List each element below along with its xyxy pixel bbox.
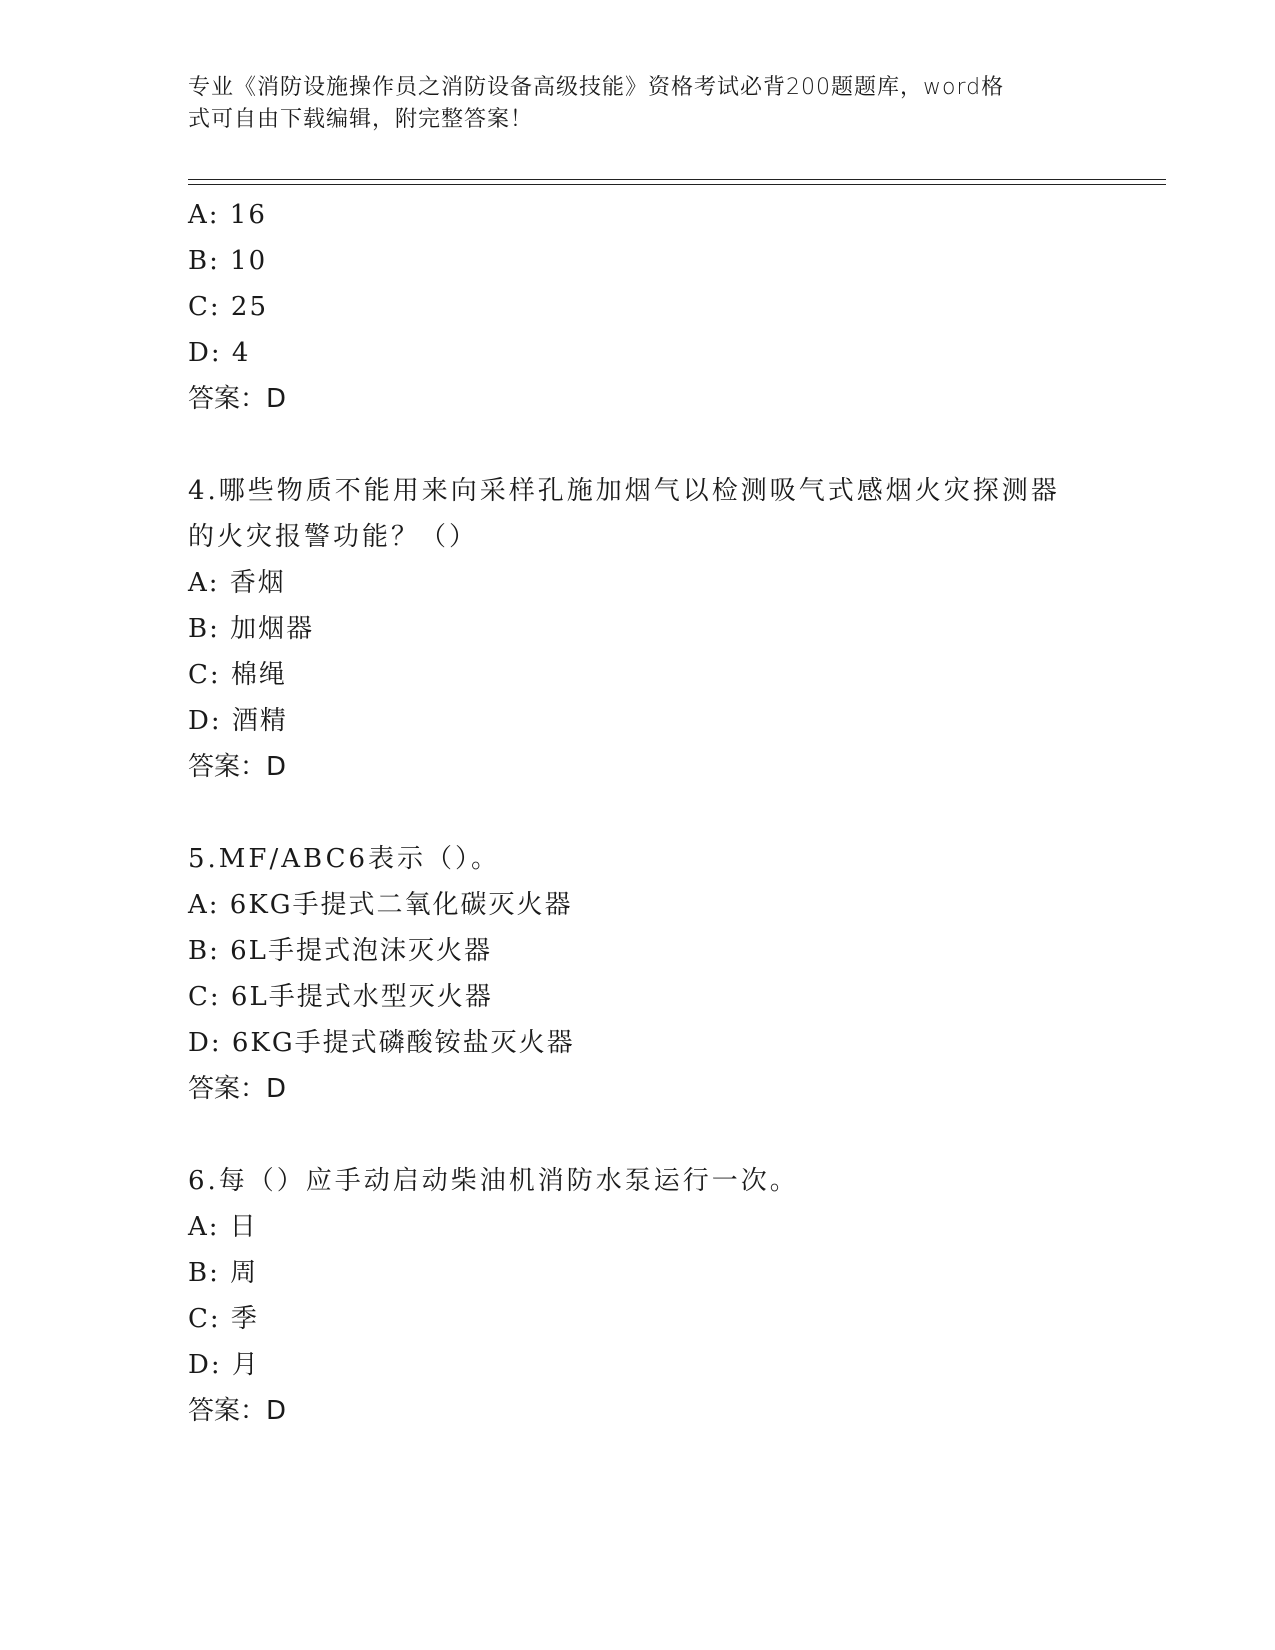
option-a: A: 香烟	[188, 568, 286, 598]
question-block-5	[188, 836, 1088, 1112]
answer-line: 答案：D	[188, 1396, 287, 1426]
answer-line: 答案：D	[188, 384, 287, 414]
option-c: C: 棉绳	[188, 660, 287, 690]
option-d: D: 6KG手提式磷酸铵盐灭火器	[188, 1028, 575, 1058]
option-c: C: 25	[188, 292, 269, 322]
option-d: D: 酒精	[188, 706, 288, 736]
question-text	[188, 468, 1068, 560]
option-b: B: 周	[188, 1258, 259, 1288]
question-text-line-1: 5.MF/ABC6表示（）。	[188, 844, 501, 874]
option-b: B: 6L手提式泡沫灭火器	[188, 936, 492, 966]
question-text	[188, 836, 1068, 882]
answer-line: 答案：D	[188, 1074, 287, 1104]
question-text-line-1: 4.哪些物质不能用来向采样孔施加烟气以检测吸气式感烟火灾探测器	[188, 476, 1060, 506]
question-block-6	[188, 1158, 1088, 1434]
question-text-line-1: 6.每（）应手动启动柴油机消防水泵运行一次。	[188, 1166, 799, 1196]
header-line-1: 专业《消防设施操作员之消防设备高级技能》资格考试必背200题题库，word格	[188, 75, 1005, 100]
option-b: B: 加烟器	[188, 614, 315, 644]
header-divider-top	[188, 179, 1166, 180]
header-line-2: 式可自由下载编辑，附完整答案！	[188, 107, 534, 132]
option-a: A: 16	[188, 200, 267, 230]
document-header	[188, 72, 1068, 136]
option-a: A: 日	[188, 1212, 258, 1242]
question-block-3	[188, 192, 1088, 422]
option-d: D: 4	[188, 338, 251, 368]
answer-line: 答案：D	[188, 752, 287, 782]
question-block-4	[188, 468, 1088, 790]
question-text	[188, 1158, 1068, 1204]
option-d: D: 月	[188, 1350, 260, 1380]
option-c: C: 6L手提式水型灭火器	[188, 982, 493, 1012]
option-b: B: 10	[188, 246, 268, 276]
header-divider-bottom	[188, 184, 1166, 185]
question-list	[188, 192, 1088, 1434]
option-a: A: 6KG手提式二氧化碳灭火器	[188, 890, 573, 920]
option-c: C: 季	[188, 1304, 259, 1334]
question-text-line-2: 的火灾报警功能？（）	[188, 522, 479, 552]
